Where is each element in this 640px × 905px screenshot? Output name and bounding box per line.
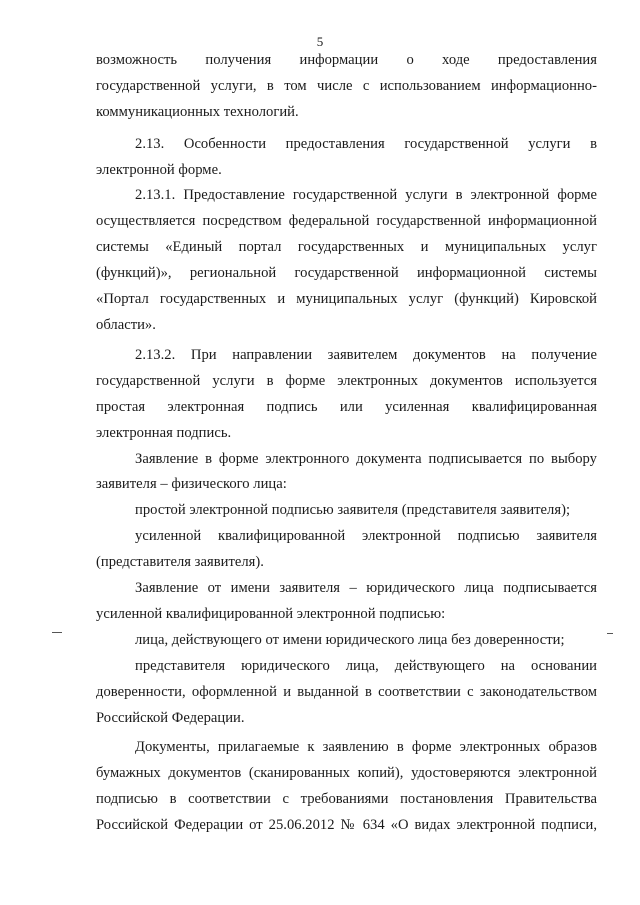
scan-mark — [52, 632, 62, 633]
text-line: простой электронной подписью заявителя (представителя заявителя); — [135, 502, 571, 518]
text-line: подписью в соответствии с требованиями постановления Правительства — [96, 791, 597, 807]
text-line: 2.13.1. Предоставление государственной услуги в электронной форме — [135, 187, 597, 203]
text-line: бумажных документов (сканированных копий), удостоверяются электронной — [96, 765, 597, 781]
text-line: Российской Федерации. — [96, 710, 245, 726]
text-line: Российской Федерации от 25.06.2012 № 634 «О видах электронной подписи, — [96, 817, 597, 833]
text-line: системы «Единый портал государственных и муниципальных услуг — [96, 239, 597, 255]
text-line: области». — [96, 317, 156, 333]
text-line: 2.13.2. При направлении заявителем документов на получение — [135, 347, 597, 363]
section-heading: 2.13. Особенности предоставления государственной услуги в — [135, 136, 597, 152]
text-line: усиленной квалифицированной электронной подписью заявителя — [135, 528, 597, 544]
text-line: электронная подпись. — [96, 425, 232, 441]
text-line: возможность получения информации о ходе предоставления — [96, 52, 597, 68]
text-line: коммуникационных технологий. — [96, 104, 299, 120]
text-line: Заявление в форме электронного документа подписывается по выбору — [135, 451, 597, 467]
text-line: представителя юридического лица, действующего на основании — [135, 658, 597, 674]
text-line: заявителя – физического лица: — [96, 476, 287, 492]
text-line: государственной услуги в форме электронных документов используется — [96, 373, 597, 389]
text-line: (представителя заявителя). — [96, 554, 264, 570]
text-line: доверенности, оформленной и выданной в соответствии с законодательством — [96, 684, 597, 700]
scan-mark — [607, 633, 613, 634]
text-line: «Портал государственных и муниципальных услуг (функций) Кировской — [96, 291, 597, 307]
text-line: Заявление от имени заявителя – юридического лица подписывается — [135, 580, 597, 596]
text-line: простая электронная подпись или усиленная квалифицированная — [96, 399, 597, 415]
page-number: 5 — [316, 34, 324, 49]
text-line: осуществляется посредством федеральной государственной информационной — [96, 213, 597, 229]
text-line: усиленной квалифицированной электронной подписью: — [96, 606, 446, 622]
text-line: (функций)», региональной государственной информационной системы — [96, 265, 597, 281]
text-line: электронной форме. — [96, 162, 222, 178]
text-line: лица, действующего от имени юридического лица без доверенности; — [135, 632, 565, 648]
text-line: государственной услуги, в том числе с использованием информационно- — [96, 78, 597, 94]
text-line: Документы, прилагаемые к заявлению в форме электронных образов — [135, 739, 597, 755]
